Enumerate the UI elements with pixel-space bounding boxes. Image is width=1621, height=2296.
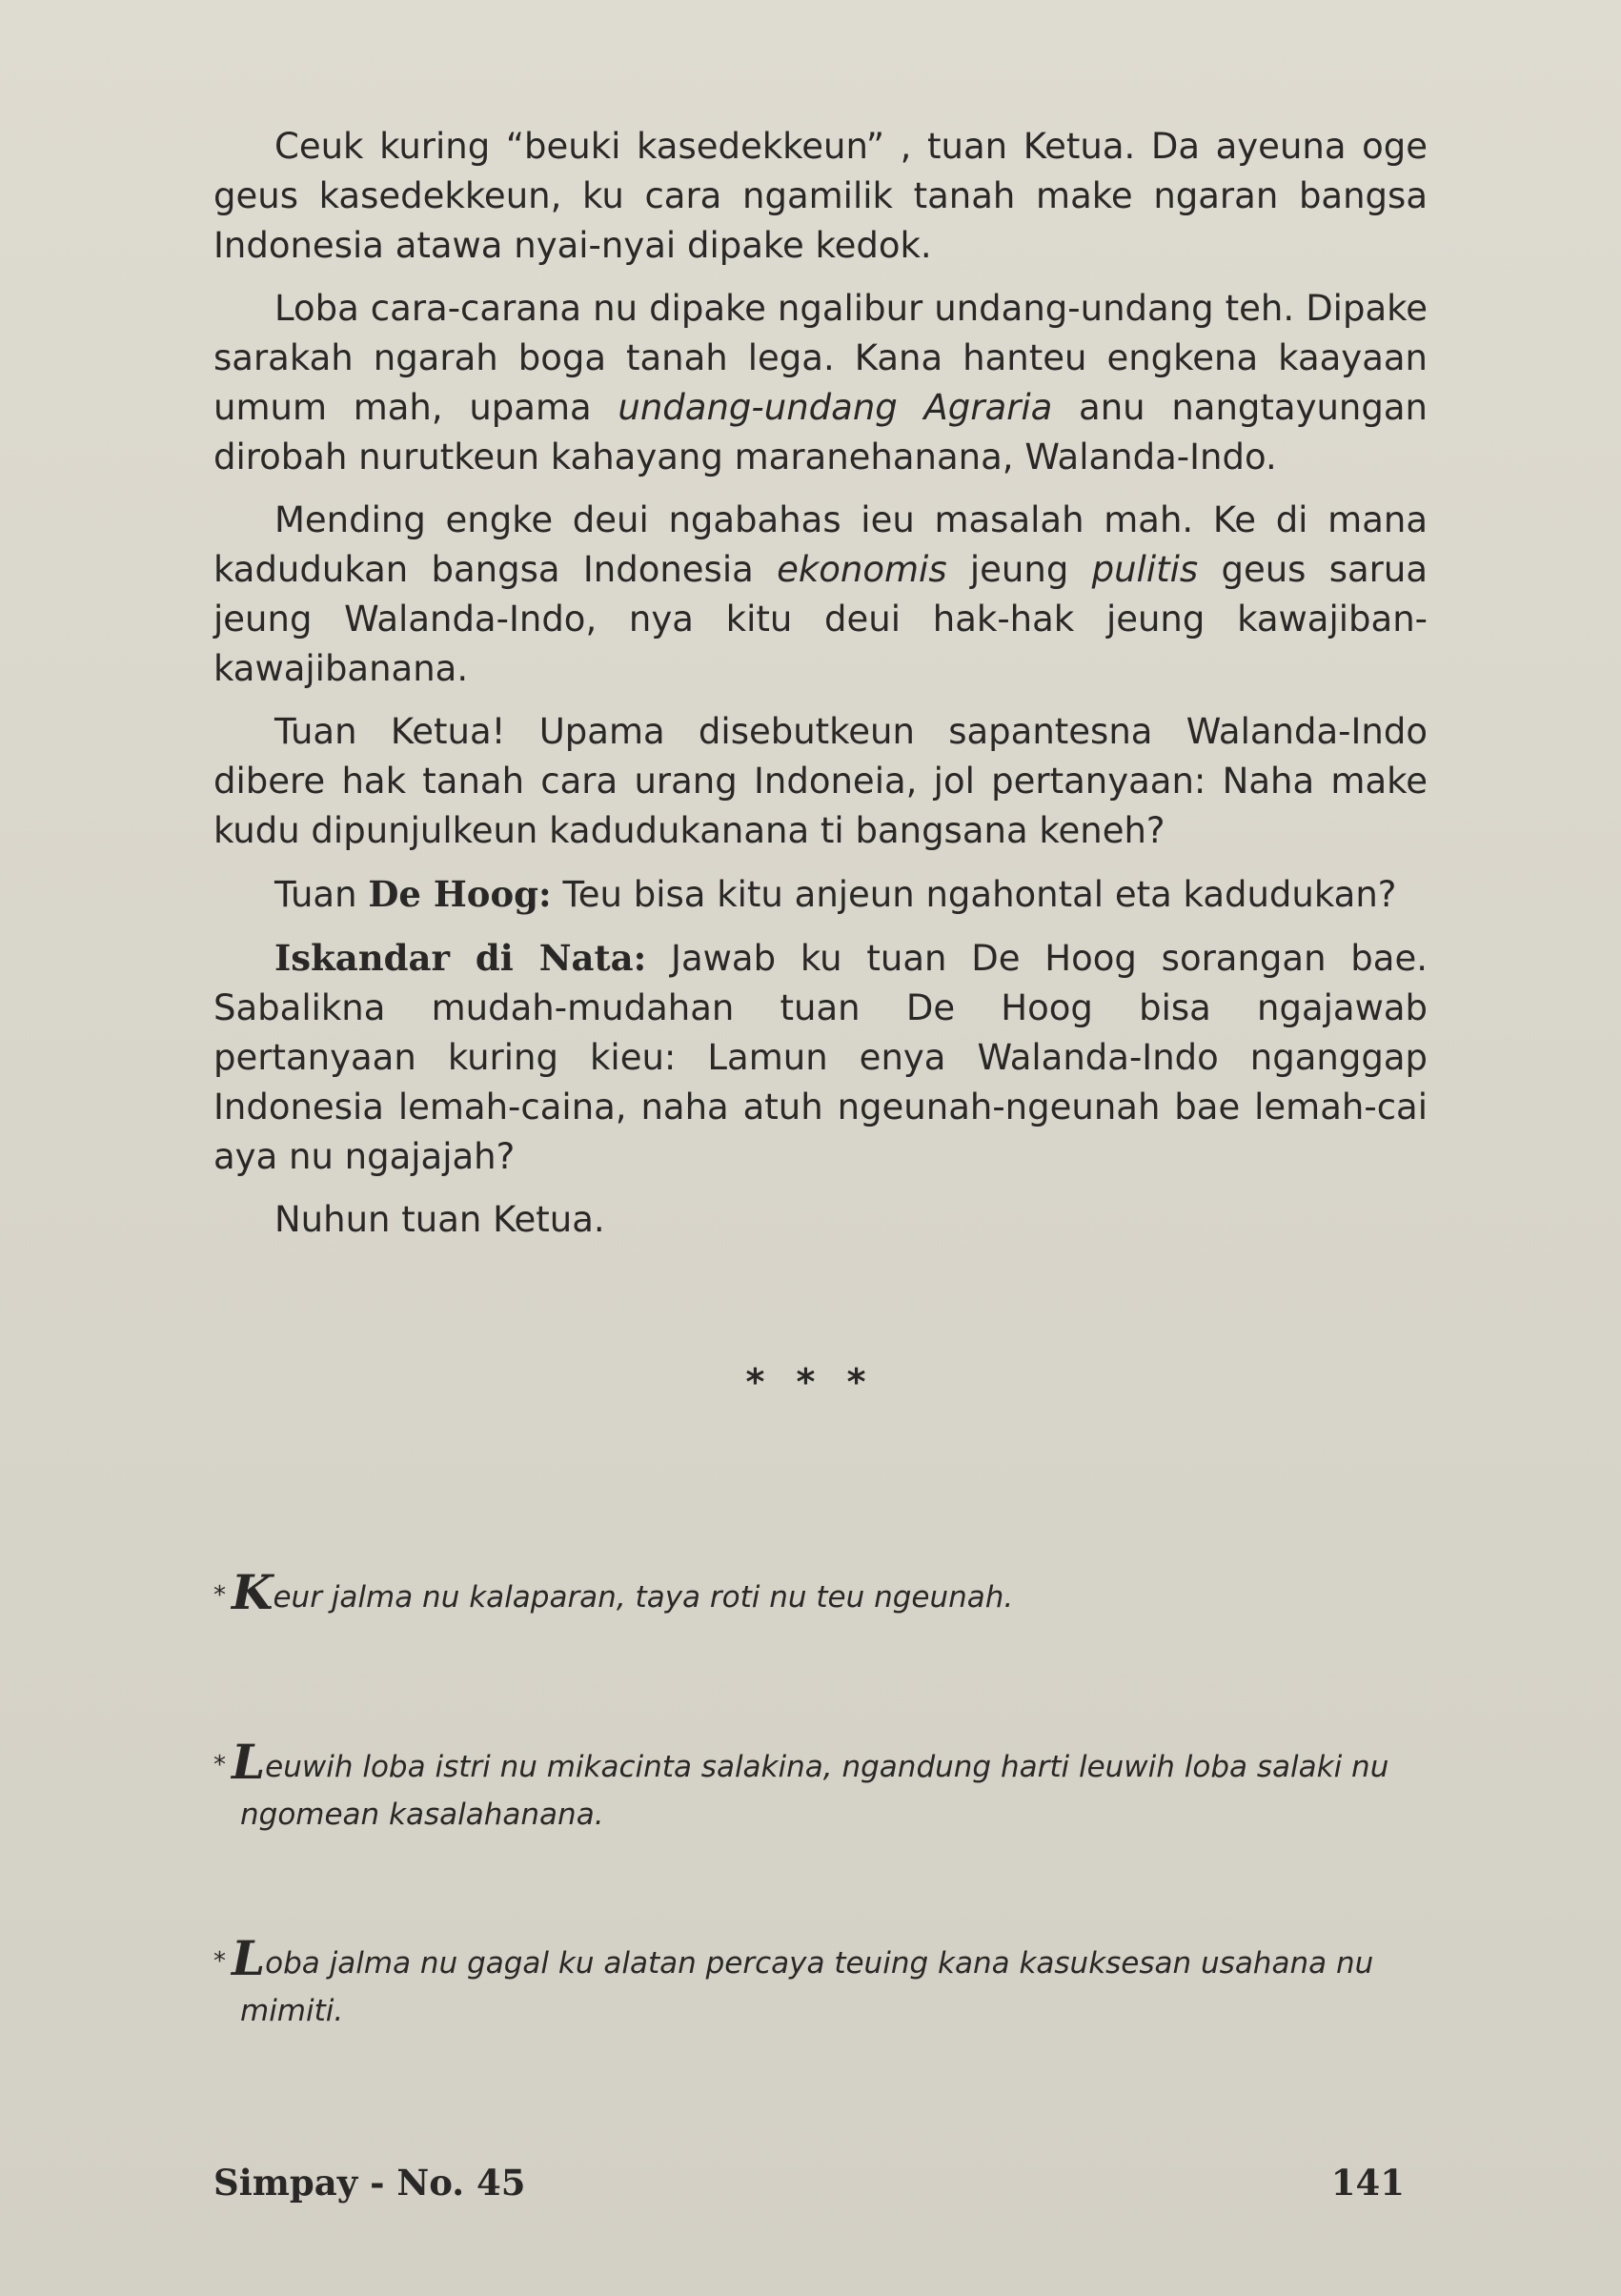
body-text <box>213 122 1428 1258</box>
drop-initial: L <box>232 1930 266 1986</box>
saying-item <box>213 1564 1014 1621</box>
paragraph-6-text: Jawab ku tuan De Hoog sorangan bae. Sabalikna mudah-mudahan tuan De Hoog bisa ngajawab pertanyaan kuring kieu: Lamun enya Walanda-Indo nganggap Indonesia lemah-caina, naha atuh ngeunah-ngeunah bae lemah-cai aya nu ngajajah? <box>213 938 1428 1177</box>
paragraph-7: Nuhun tuan Ketua. <box>274 1199 605 1240</box>
speaker-iskandar-di-nata: Iskandar di Nata: <box>274 937 647 979</box>
paragraph-4: Tuan Ketua! Upama disebutkeun sapantesna Walanda-Indo dibere hak tanah cara urang Indoneia, jol pertanyaan: Naha make kudu dipunjulkeun kadudukanana ti bangsana keneh? <box>213 711 1428 851</box>
paragraph-3-part-a: Mending engke deui ngabahas ieu masalah mah. Ke di mana kadudukan bangsa Indonesia <box>213 499 1428 590</box>
page-footer <box>213 2162 1405 2204</box>
saying-text: oba jalma nu gagal ku alatan percaya teuing kana kasuksesan usahana nu mimiti. <box>240 1946 1374 2028</box>
saying-text: eur jalma nu kalaparan, taya roti nu teu ngeunah. <box>273 1580 1014 1615</box>
asterisk-bullet: * <box>213 1581 226 1610</box>
drop-initial: K <box>232 1564 274 1620</box>
paragraph-6 <box>213 933 1428 1182</box>
paragraph-3-part-b: jeung <box>946 549 1092 590</box>
asterisk-bullet: * <box>213 1947 226 1976</box>
paragraph-5-prefix: Tuan <box>274 874 369 915</box>
paragraph-2-part-a: Loba cara-carana nu dipake ngalibur undang-undang teh. Dipake sarakah ngarah boga tanah lega. Kana hanteu engkena kaayaan umum mah, upama <box>213 288 1428 428</box>
italic-term-pulitis: pulitis <box>1091 549 1199 590</box>
paragraph-1: Ceuk kuring “beuki kasedekkeun” , tuan Ketua. Da ayeuna oge geus kasedekkeun, ku cara ngamilik tanah make ngaran bangsa Indonesia atawa nyai-nyai dipake kedok. <box>213 126 1428 266</box>
saying-item <box>213 1734 1424 1839</box>
page-number: 141 <box>1330 2162 1405 2204</box>
paragraph-5-text: Teu bisa kitu anjeun ngahontal eta kadudukan? <box>551 874 1397 915</box>
saying-item <box>213 1930 1424 2035</box>
publication-label: Simpay - No. 45 <box>213 2162 526 2204</box>
drop-initial: L <box>232 1734 266 1790</box>
speaker-de-hoog: De Hoog: <box>368 873 552 915</box>
paragraph-2-part-b: anu nangtayungan dirobah nurutkeun kahayang maranehanana, Walanda-Indo. <box>213 387 1428 477</box>
italic-term-ekonomis: ekonomis <box>777 549 947 590</box>
paragraph-2 <box>213 284 1428 482</box>
paragraph-3 <box>213 496 1428 694</box>
italic-term-agraria: undang-undang Agraria <box>618 387 1053 428</box>
saying-text: euwih loba istri nu mikacinta salakina, ngandung harti leuwih loba salaki nu ngomean kasalahanana. <box>240 1750 1389 1832</box>
paragraph-5 <box>213 869 1428 920</box>
section-separator: * * * <box>745 1361 876 1403</box>
paragraph-3-part-c: geus sarua jeung Walanda-Indo, nya kitu deui hak-hak jeung kawajiban-kawajibanana. <box>213 549 1429 689</box>
asterisk-bullet: * <box>213 1751 226 1779</box>
